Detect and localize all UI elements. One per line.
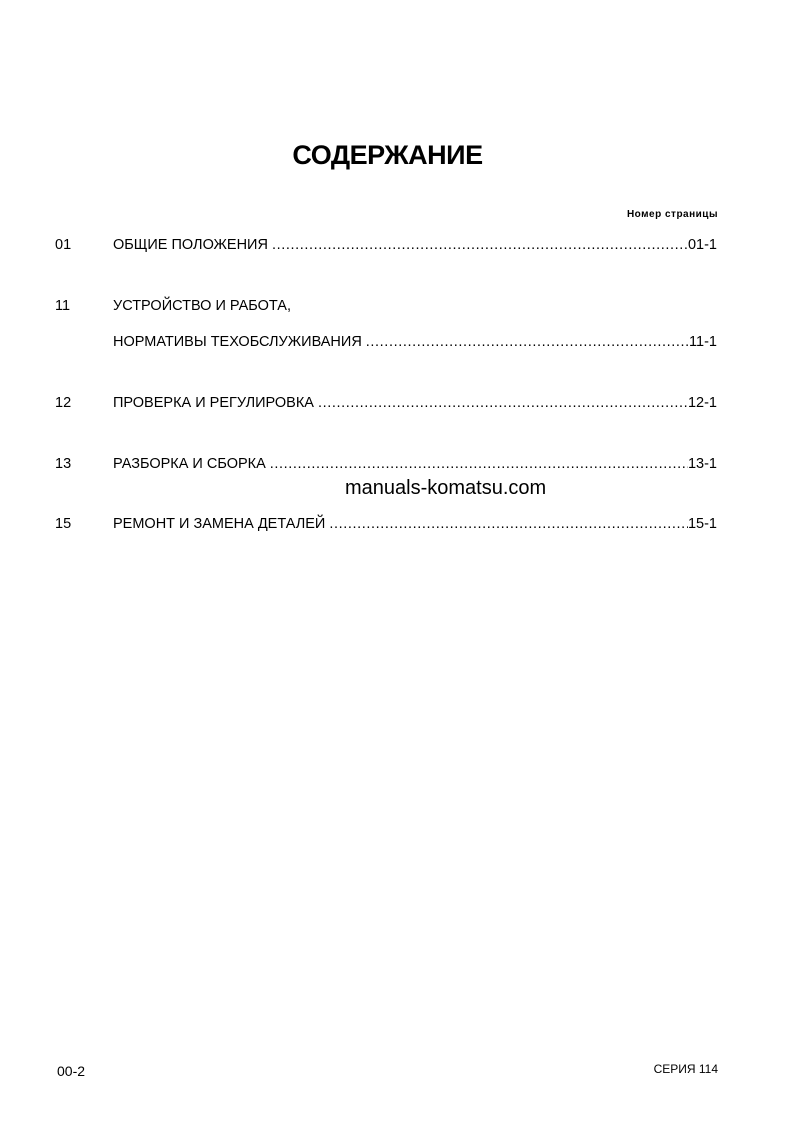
leader-dots — [329, 515, 688, 533]
page-ref[interactable]: 15-1 — [687, 516, 717, 532]
page-number-column-header: Номер страницы — [626, 209, 718, 220]
footer-page-number: 00-2 — [57, 1063, 86, 1079]
section-number: 15 — [55, 516, 72, 532]
section-title[interactable]: РАЗБОРКА И СБОРКА — [113, 456, 266, 472]
section-number: 01 — [55, 237, 72, 253]
toc-entry-15[interactable] — [55, 515, 717, 533]
toc-entry-13[interactable] — [55, 455, 717, 473]
page-ref[interactable]: 01-1 — [687, 237, 717, 253]
watermark: manuals-komatsu.com — [345, 477, 547, 499]
leader-dots — [270, 455, 688, 473]
section-title[interactable]: РЕМОНТ И ЗАМЕНА ДЕТАЛЕЙ — [113, 516, 326, 532]
page-ref[interactable]: 13-1 — [687, 456, 717, 472]
leader-dots — [272, 236, 688, 254]
section-title[interactable]: ОБЩИЕ ПОЛОЖЕНИЯ — [113, 237, 268, 253]
section-title-line-2[interactable]: НОРМАТИВЫ ТЕХОБСЛУЖИВАНИЯ — [113, 334, 362, 350]
toc-entry-01[interactable] — [55, 236, 717, 254]
page-title: СОДЕРЖАНИЕ — [292, 140, 483, 170]
leader-dots — [318, 394, 688, 412]
leader-dots — [366, 333, 689, 351]
section-number: 13 — [55, 456, 72, 472]
section-number: 11 — [55, 298, 71, 314]
page-ref[interactable]: 12-1 — [687, 395, 717, 411]
footer-series: СЕРИЯ 114 — [653, 1062, 718, 1076]
toc-entry-12[interactable] — [55, 394, 717, 412]
page-ref[interactable]: 11-1 — [689, 334, 717, 350]
section-title[interactable]: ПРОВЕРКА И РЕГУЛИРОВКА — [113, 395, 314, 411]
toc-entry-11[interactable] — [55, 297, 717, 315]
toc-entry-11-continued[interactable] — [55, 333, 717, 351]
section-title-line-1[interactable]: УСТРОЙСТВО И РАБОТА, — [113, 298, 291, 314]
section-number: 12 — [55, 395, 72, 411]
